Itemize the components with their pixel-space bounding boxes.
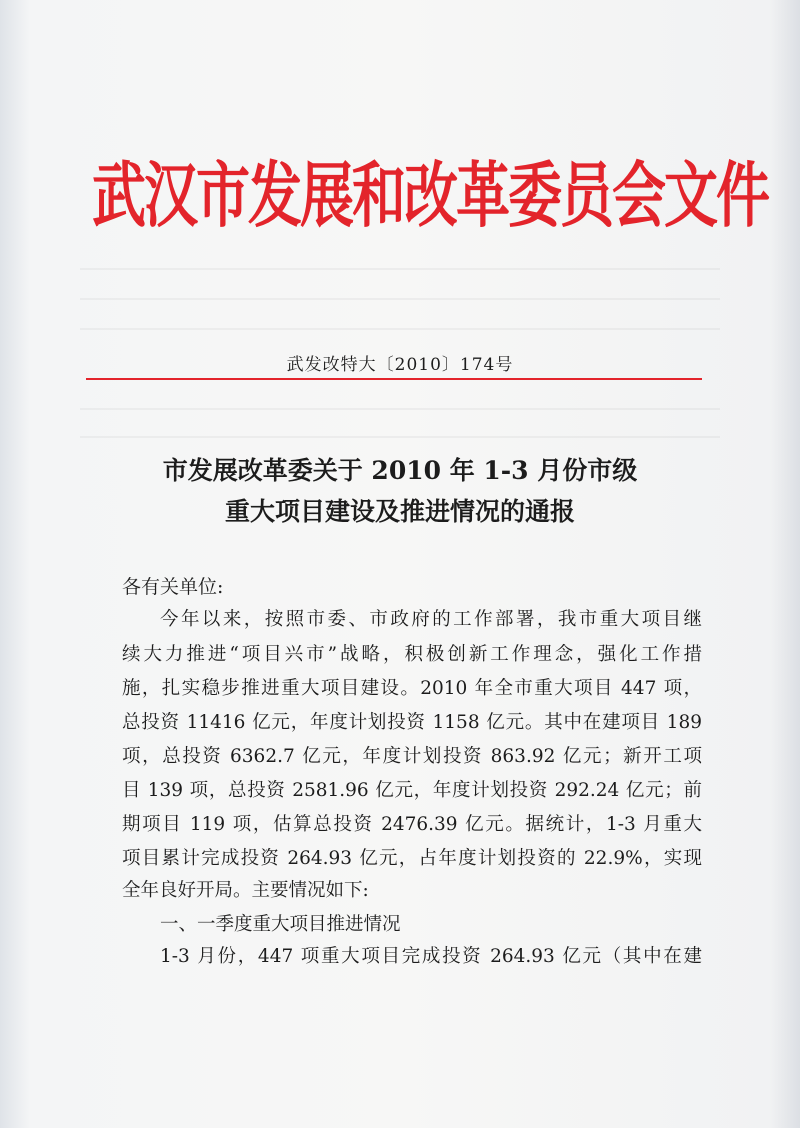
bleed-through-texture bbox=[80, 408, 720, 410]
paragraph-1-line: 续大力推进“项目兴市”战略，积极创新工作理念，强化工作措 bbox=[122, 644, 702, 665]
paragraph-1-line: 目 139 项，总投资 2581.96 亿元，年度计划投资 292.24 亿元；前 bbox=[122, 780, 702, 801]
paragraph-1-line: 项，总投资 6362.7 亿元，年度计划投资 863.92 亿元；新开工项 bbox=[122, 746, 702, 767]
document-title-line-2: 重大项目建设及推进情况的通报 bbox=[224, 497, 575, 526]
salutation: 各有关单位: bbox=[122, 576, 224, 598]
paragraph-1-line: 总投资 11416 亿元，年度计划投资 1158 亿元。其中在建项目 189 bbox=[122, 712, 702, 733]
document-masthead: 武汉市发展和改革委员会文件 bbox=[92, 152, 768, 238]
section-heading: 一、一季度重大项目推进情况 bbox=[160, 914, 401, 935]
red-divider-line bbox=[86, 378, 702, 380]
bleed-through-texture bbox=[80, 268, 720, 270]
document-title-line-1: 市发展改革委关于 2010 年 1-3 月份市级 bbox=[162, 456, 638, 485]
bleed-through-texture bbox=[80, 298, 720, 300]
paragraph-1-line: 全年良好开局。主要情况如下: bbox=[122, 880, 369, 901]
bleed-through-texture bbox=[80, 328, 720, 330]
paragraph-1-line: 项目累计完成投资 264.93 亿元，占年度计划投资的 22.9%，实现 bbox=[122, 848, 702, 869]
paragraph-2-line: 1-3 月份，447 项重大项目完成投资 264.93 亿元（其中在建 bbox=[160, 946, 702, 967]
bleed-through-texture bbox=[80, 436, 720, 438]
paragraph-1-line: 今年以来，按照市委、市政府的工作部署，我市重大项目继 bbox=[160, 609, 702, 630]
document-number: 武发改特大〔2010〕174号 bbox=[286, 355, 514, 375]
paragraph-1-line: 施，扎实稳步推进重大项目建设。2010 年全市重大项目 447 项， bbox=[122, 678, 702, 699]
paragraph-1-line: 期项目 119 项，估算总投资 2476.39 亿元。据统计，1-3 月重大 bbox=[122, 814, 702, 835]
